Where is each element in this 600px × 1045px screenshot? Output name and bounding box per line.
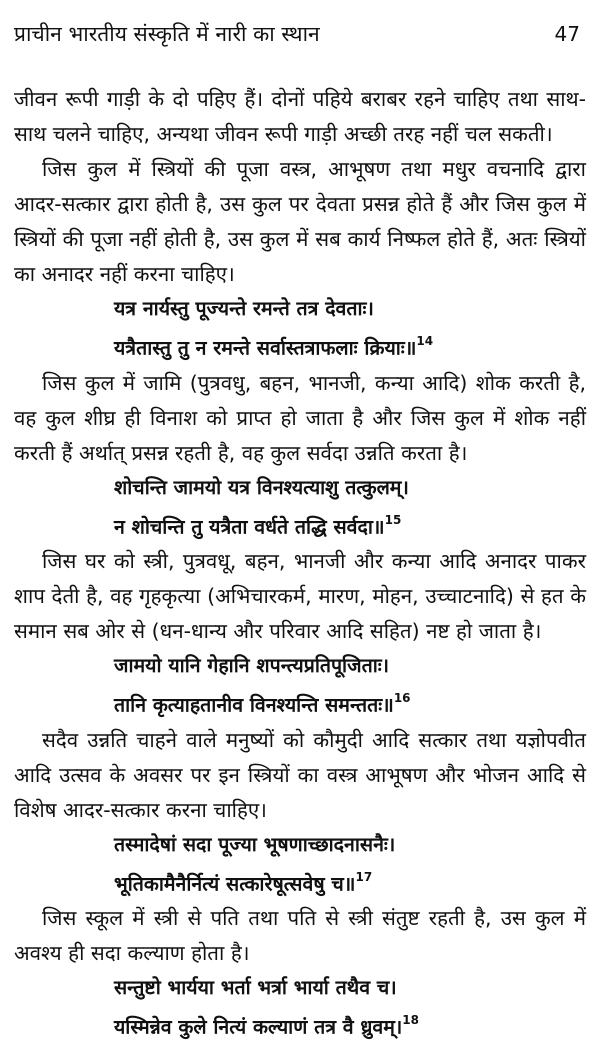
verse-line: जामयो यानि गेहानि शपन्त्यप्रतिपूजिताः। [114, 654, 390, 677]
verse-17 [14, 828, 586, 902]
verse-line: शोचन्ति जामयो यत्र विनश्यत्याशु तत्कुलम्। [114, 475, 409, 499]
footnote-marker: 15 [384, 512, 402, 527]
verse-line: न शोचन्ति तु यत्रैता वर्धते तद्धि सर्वदा॥$^{15}$ [114, 512, 402, 538]
paragraph-3: जिस कुल में जामि (पुत्रवधु, बहन, भानजी, कन्या आदि) शोक करती है, वह कुल शीघ्र ही विनाश को प्राप्त हो जाता है और जिस कुल में शोक नहीं करती हैं अर्थात् प्रसन्न रहती है, वह कुल सर्वदा उन्नति करता है। [14, 370, 586, 465]
footnote-marker: 17 [355, 869, 373, 884]
verse-16 [14, 649, 586, 723]
paragraph-5: सदैव उन्नति चाहने वाले मनुष्यों को कौमुदी आदि सत्कार तथा यज्ञोपवीत आदि उत्सव के अवसर पर इन स्त्रियों का वस्त्र आभूषण और भोजन आदि से विशेष आदर-सत्कार करना चाहिए। [14, 727, 586, 822]
paragraph-1: जीवन रूपी गाड़ी के दो पहिए हैं। दोनों पहिये बराबर रहने चाहिए तथा साथ-साथ चलने चाहिए, अन्यथा जीवन रूपी गाड़ी अच्छी तरह नहीं चल सकती। [14, 87, 586, 146]
page-number: 47 [554, 22, 580, 46]
verse-line: यस्मिन्नेव कुले नित्यं कल्याणं तत्र वै ध्रुवम्।$^{18}$ [114, 1013, 419, 1039]
verse-18 [14, 971, 586, 1045]
running-title: प्राचीन भारतीय संस्कृति में नारी का स्थान [14, 22, 320, 46]
verse-14 [14, 292, 586, 366]
verse-15 [14, 471, 586, 545]
verse-line: सन्तुष्टो भार्यया भर्ता भर्त्रा भार्या तथैव च। [114, 976, 397, 999]
paragraph-2: जिस कुल में स्त्रियों की पूजा वस्त्र, आभूषण तथा मधुर वचनादि द्वारा आदर-सत्कार द्वारा होती है, उस कुल पर देवता प्रसन्न होते हैं और जिस कुल में स्त्रियों की पूजा नहीं होती है, उस कुल में सब कार्य निष्फल होते हैं, अतः स्त्रियों का अनादर नहीं करना चाहिए। [14, 157, 586, 286]
page-header [14, 0, 586, 46]
footnote-marker: 18 [402, 1013, 419, 1027]
footnote-marker: 14 [416, 334, 434, 348]
verse-line: यत्र नार्यस्तु पूज्यन्ते रमन्ते तत्र देवताः। [114, 297, 374, 320]
paragraph-6: जिस स्कूल में स्त्री से पति तथा पति से स्त्री संतुष्ट रहती है, उस कुल में अवश्य ही सदा कल्याण होता है। [14, 906, 586, 965]
verse-line: तानि कृत्याहतानीव विनश्यन्ति समन्ततः॥$^{16}$ [114, 691, 411, 717]
footnote-marker: 16 [393, 691, 411, 705]
verse-line: यत्रैतास्तु तु न रमन्ते सर्वास्तत्राफलाः क्रियाः॥$^{14}$ [114, 334, 434, 360]
paragraph-4: जिस घर को स्त्री, पुत्रवधू, बहन, भानजी और कन्या आदि अनादर पाकर शाप देती है, वह गृहकृत्या (अभिचारकर्म, मारण, मोहन, उच्चाटनादि) से हत के समान सब ओर से (धन-धान्य और परिवार आदि सहित) नष्ट हो जाता है। [14, 549, 586, 643]
verse-line: तस्मादेषां सदा पूज्या भूषणाच्छादनासनैः। [114, 832, 396, 856]
verse-line: भूतिकामैनैर्नित्यं सत्कारेषूत्सवेषु च॥$^{17}$ [114, 869, 373, 895]
